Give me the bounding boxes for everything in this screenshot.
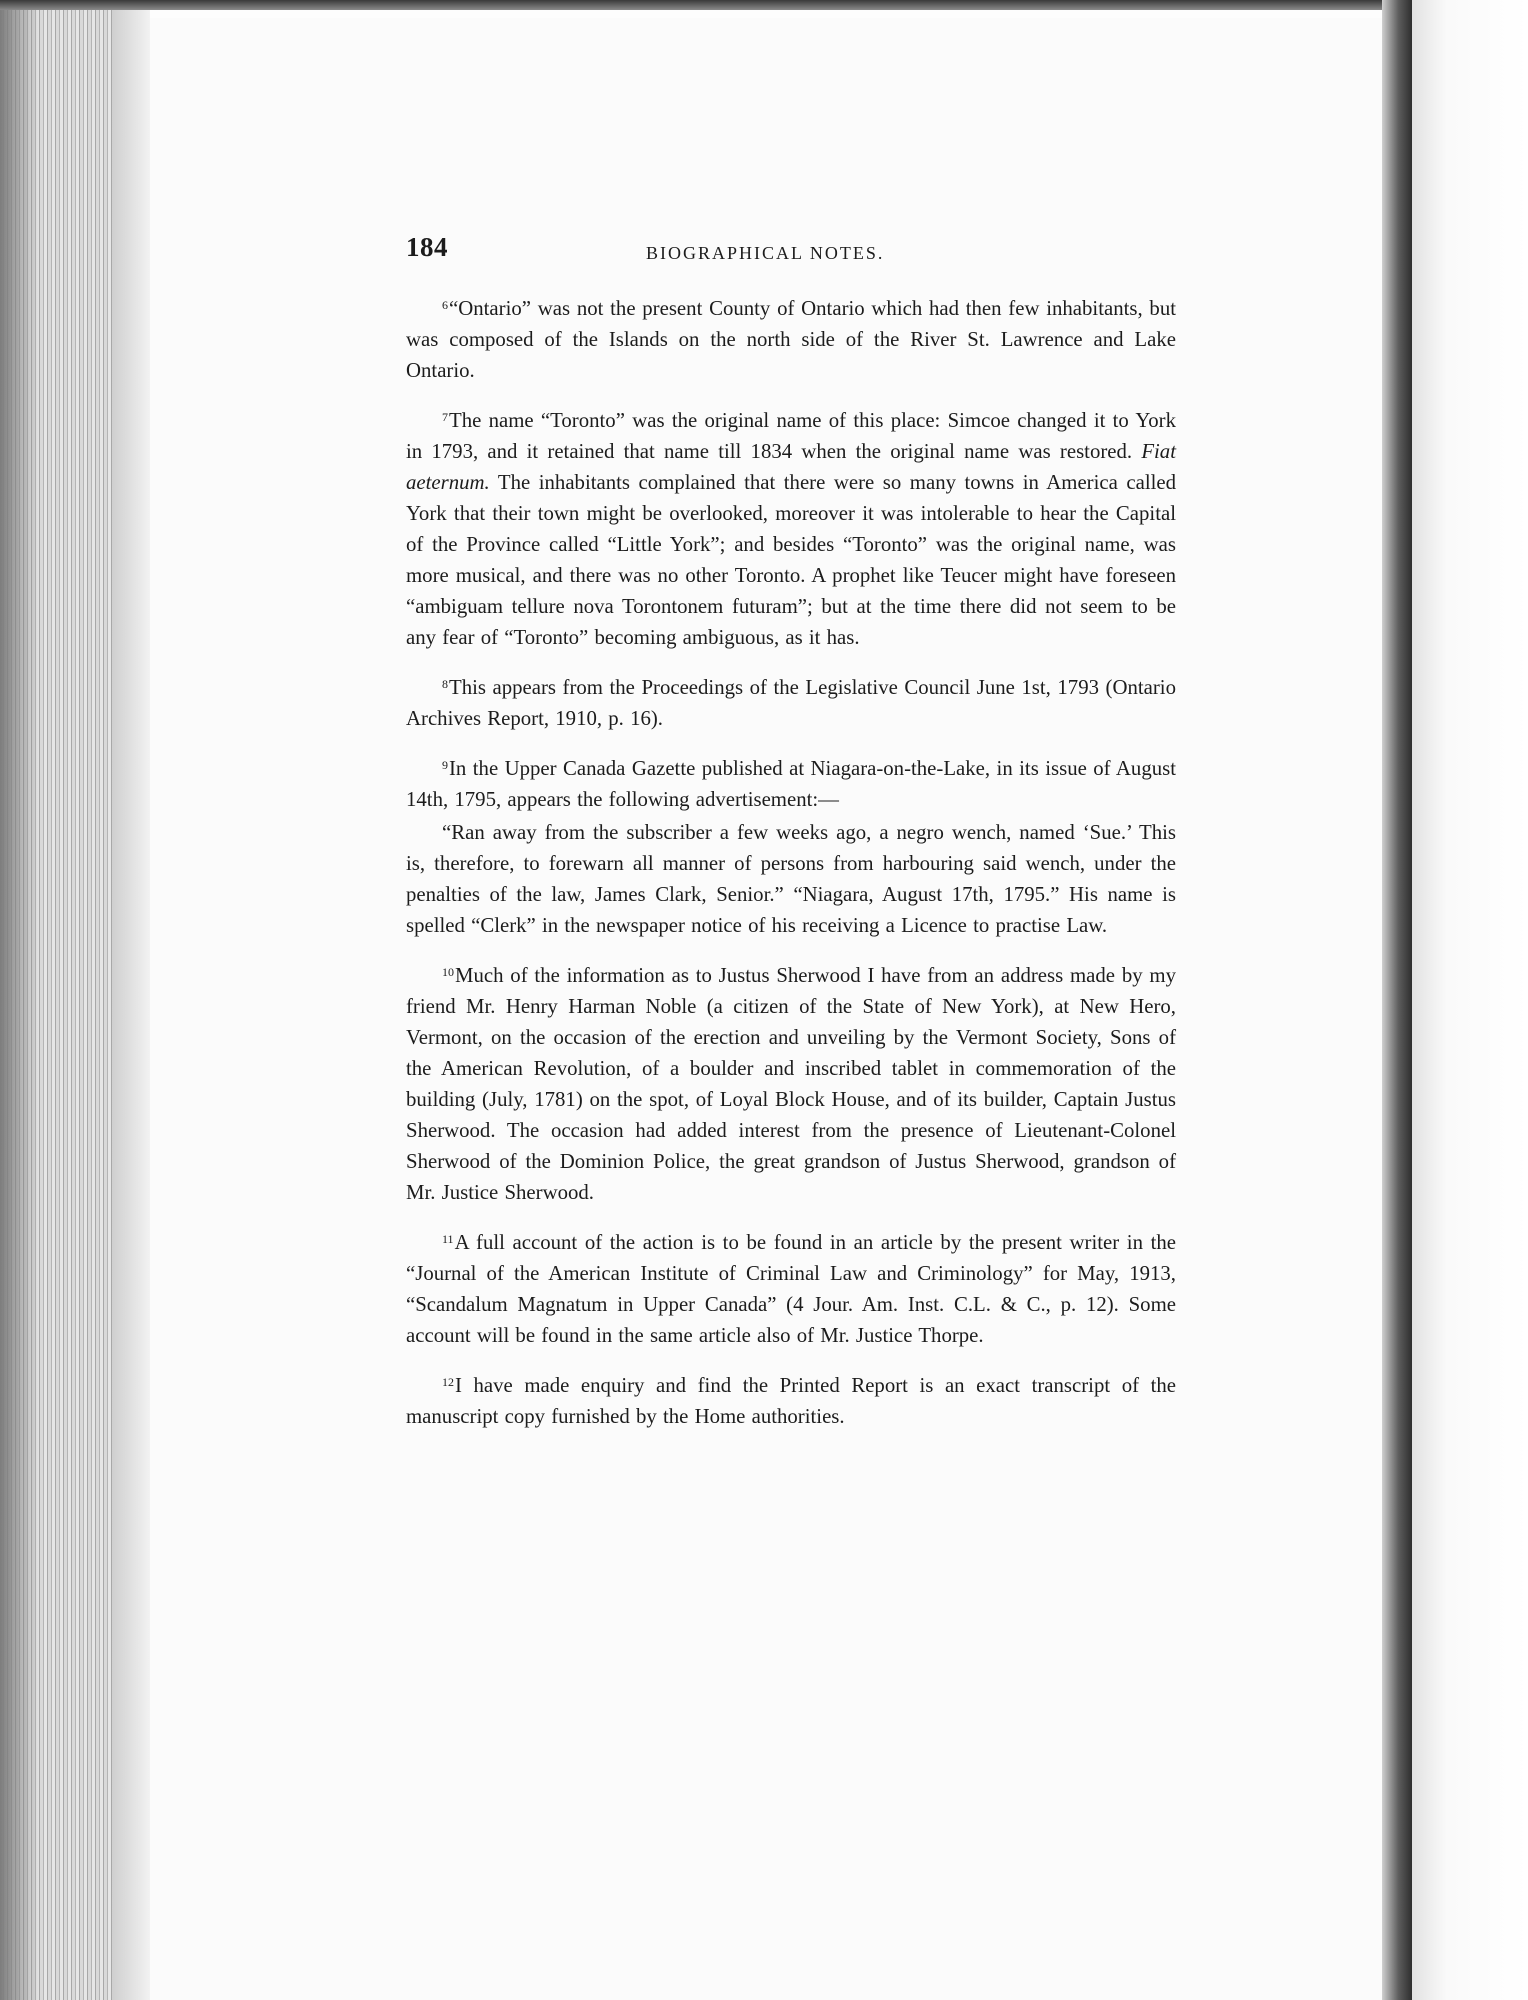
footnote-text-continued: The inhabitants complained that there were so many towns in America called York that their town might be overlooked, moreover it was intolerable to hear the Capital of the Province called “Little York”; and besides “Toronto” was the original name, was more musical, and there was no other Toronto. A prophet like Teucer might have foreseen “ambiguam tellure nova Torontonem futuram”; but at the time there did not seem to be any fear of “Toronto” becoming ambiguous, as it has. <box>406 471 1177 649</box>
running-head-title: BIOGRAPHICAL NOTES. <box>646 243 885 263</box>
footnote-11 <box>406 1224 1176 1351</box>
footnote-number: 11 <box>442 1232 454 1246</box>
footnote-number: 7 <box>442 410 448 424</box>
footnote-12 <box>406 1367 1176 1432</box>
footnote-number: 9 <box>442 758 448 772</box>
footnote-text: This appears from the Proceedings of the Legislative Council June 1st, 1793 (Ontario Archives Report, 1910, p. 16). <box>406 676 1176 730</box>
footnote-8 <box>406 669 1176 734</box>
footnote-text: Much of the information as to Justus Sherwood I have from an address made by my friend Mr. Henry Harman Noble (a citizen of the State of New York), at New Hero, Vermont, on the occasion of the erection and unveiling by the Vermont Society, Sons of the American Revolution, of a boulder and inscribed tablet in commemoration of the building (July, 1781) on the spot, of Loyal Block House, and of its builder, Captain Justus Sherwood. The occasion had added interest from the presence of Lieutenant-Colonel Sherwood of the Dominion Police, the great grandson of Justus Sherwood, grandson of Mr. Justice Sherwood. <box>406 964 1176 1204</box>
left-edge-shadow <box>0 0 40 2000</box>
page-number: 184 <box>406 232 448 262</box>
facing-page-edge <box>1412 0 1528 2000</box>
page-text-block <box>406 232 1176 1448</box>
footnote-10 <box>406 957 1176 1208</box>
footnote-text: In the Upper Canada Gazette published at Niagara-on-the-Lake, in its issue of August 14th, 1795, appears the following advertisement:— <box>406 757 1176 811</box>
book-gutter <box>1382 0 1412 2000</box>
footnote-text: I have made enquiry and find the Printed Report is an exact transcript of the manuscript copy furnished by the Home authorities. <box>406 1374 1176 1428</box>
footnote-number: 8 <box>442 677 448 691</box>
footnote-text: A full account of the action is to be found in an article by the present writer in the “Journal of the American Institute of Criminal Law and Criminology” for May, 1913, “Scandalum Magnatum in Upper Canada” (4 Jour. Am. Inst. C.L. & C., p. 12). Some account will be found in the same article also of Mr. Justice Thorpe. <box>406 1231 1176 1347</box>
footnote-text: “Ontario” was not the present County of Ontario which had then few inhabitants, but was composed of the Islands on the north side of the River St. Lawrence and Lake Ontario. <box>406 297 1176 382</box>
footnote-number: 6 <box>442 298 448 312</box>
latin-phrase: Fiat aeternum. <box>406 440 1176 494</box>
running-head <box>406 232 1176 272</box>
footnote-6 <box>406 290 1176 386</box>
footnote-7 <box>406 402 1176 653</box>
footnote-number: 10 <box>442 965 454 979</box>
footnote-9 <box>406 750 1176 815</box>
top-edge-shadow <box>0 0 1528 10</box>
quoted-advertisement: “Ran away from the subscriber a few weeks ago, a negro wench, named ‘Sue.’ This is, therefore, to forewarn all manner of persons from harbouring said wench, under the penalties of the law, James Clark, Senior.” “Niagara, August 17th, 1795.” His name is spelled “Clerk” in the newspaper notice of his receiving a Licence to practise Law. <box>406 821 1176 937</box>
footnote-text: The name “Toronto” was the original name of this place: Simcoe changed it to York in 1793, and it retained that name till 1834 when the original name was restored. <box>406 409 1176 463</box>
footnote-9-quotation <box>406 817 1176 941</box>
footnote-number: 12 <box>442 1375 454 1389</box>
